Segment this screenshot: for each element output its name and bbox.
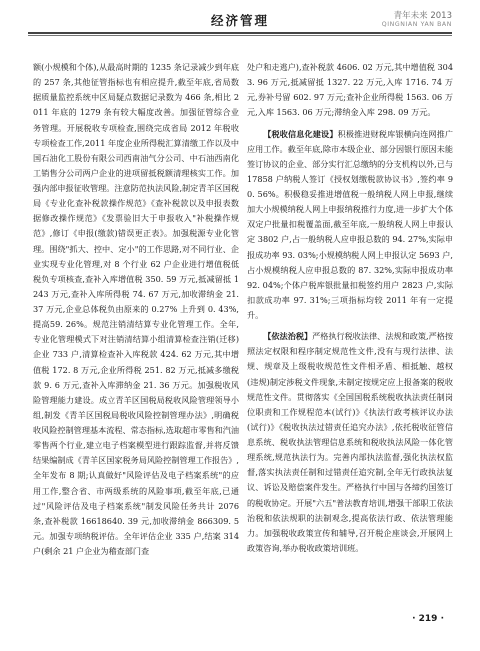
header-rule-thick <box>28 32 452 34</box>
journal-brand: 青年未来 2013 <box>393 11 452 21</box>
section-it-construction <box>247 127 453 324</box>
header-rule-thin <box>28 35 452 36</box>
right-intro-paragraph: 处户和走逃户),查补税款 4606. 02 万元,其中增值税 3043. 96 万元,抵减留抵 1327. 22 万元,入库 1716. 74 万元,券补号留 602. 97 万元;查补企业所得税 1563. 06 万元,入库 1563. 06 万元;滞纳金入库 298. 09 万元。 <box>247 62 453 118</box>
section-tag-it: 【税收信息化建设】 <box>263 128 338 139</box>
section-body-it: 积极推进财税库银横向连网推广应用工作。截至年底,除市本级企业、部分因银行原因未能签订协议的企业、部分实行汇总缴纳的分支机构以外,已与 17858 户纳税人签订《授权划缴税款协议书》,签约率 90. 56%。积极稳妥推进增值税一般纳税人网上申报,继续加大小规模纳税人网上申报纳税推行力度,进一步扩大个体双定户批量扣税覆盖面,截至年底,一般纳税人网上申报认定 3802 户,占一般纳税人应申报总数的 94. 27%,实际申报成功率 93. 03%;小规模纳税人网上申报认定 5693 户,占小规模纳税人应申报总数的 87. 32%,实际申报成功率 92. 04%;个体户税库银批量扣税签约用户 2823 户,实际扣款成功率 97. 31%;三项指标均较 2011 年有一定提升。 <box>247 128 453 320</box>
right-column <box>247 60 453 556</box>
section-rule-of-law <box>247 329 453 556</box>
section-tag-law: 【依法治税】 <box>263 331 313 342</box>
running-header <box>28 8 452 46</box>
left-column <box>33 60 239 559</box>
left-paragraph: 额(小规模和个体),从最高时期的 1235 条记录减少到年底的 257 条,其他征管指标也有相应提升,截至年底,省局数据质量监控系统中区局疑点数据记录数为 466 条,相比 2011 年底的 1279 条有较大幅度改善。加强征管综合业务管理。开展税收专项检查,围绕完成省局 2012 年税收专项检查工作,2011 年度企业所得税汇算清缴工作以及中国石油化工股份有限公司西南油气分公司、中石油西南化工销售分公司两户企业的进项留抵税额清理核实工作。加强内部申报征收管理。注意防范执法风险,制定青羊区国税局《专业化查补税款操作规范》《查补税款以及申报表数据修改操作规范》《发票验旧大于申报收入"补税操作规范》,修订《申报(缴款)错误更正表》。加强税源专业化管理。围绕"抓大、控中、定小"的工作思路,对不同行业、企业实现专业化管理,对 8 个行业 62 户企业进行增值税低税负专项核查,查补入库增值税 350. 59 万元,抵减留抵 1243 万元,查补入库所得税 74. 67 万元,加收滞纳金 21. 37 万元,企业总体税负由原来的 0.27% 上升到 0. 43%,提高59. 26%。规范注销清结算专业化管理工作。全年,专业化管理模式下对注销清结算小组清算检查注销(迁移)企业 733 户,清算检查补入库税款 424. 62 万元,其中增值税 172. 8 万元,企业所得税 251. 82 万元,抵减多缴税款 9. 6 万元,查补入库滞纳金 21. 36 万元。加强税收风险管理能力建设。成立青羊区国税局税收风险管理领导小组,制发《青羊区国税局税收风险控制管理办法》,明确税收风险控制管理基本流程、常态指标,选取超市零售和汽油零售两个行业,建立电子档案模型进行跟踪监督,并将反馈结果编制成《青羊区国家税务局风险控制管理工作报告》,全年发布 8 期;认真做好"风险评估及电子档案系统"的应用工作,整合省、市两级系统的风险事项,截至年底,已通过"风险评估及电子档案系统"制发风险任务共计 2076 条,查补税款 16618640. 39 元,加收滞纳金 866309. 5 元。加强专项纳税评估。全年评估企业 335 户,结案 314 户(剩余 21 户企业为稽查部门查 <box>33 62 239 556</box>
section-body-law: 严格执行税收法律、法规和政策,严格按照法定权限和程序制定规范性文件,没有与现行法律、法规、规章及上级税收规范性文件相矛盾、相抵触、越权(违规)制定涉税文件现象,未制定按规定应上报备案的税收规范性文件。贯彻落实《全国国税系统税收执法责任制岗位职责和工作规程范本(试行)》《执法行政考核评议办法(试行)》《税收执法过错责任追究办法》,依托税收征管信息系统、税收执法管理信息系统和税收执法风险一体化管理系统,规范执法行为。完善内部执法监督,强化执法权监督,落实执法责任制和过错责任追究制,全年无行政执法复议、诉讼及赔偿案件发生。严格执行中国与各缔约国签订的税收协定。开展"六五"普法教育培训,增强干部职工依法治税和依法规职的法制观念,提高依法行政、依法管理能力。加强税收政策宣传和辅导,召开税企座谈会,开展网上政策咨询,举办税收政策培训班。 <box>247 331 453 553</box>
journal-brand-pinyin: QINGNIAN YAN BAN <box>381 21 452 28</box>
page-number: · 219 · <box>412 614 444 624</box>
section-title: 经济管理 <box>210 13 269 28</box>
